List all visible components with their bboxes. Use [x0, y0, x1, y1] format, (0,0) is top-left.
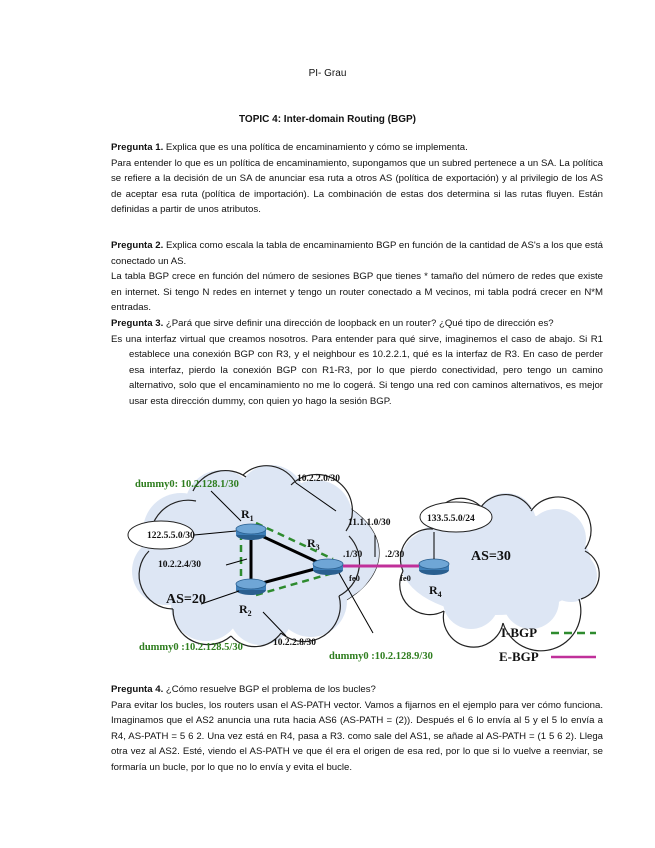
label-dummy-r2: dummy0 :10.2.128.5/30 [139, 642, 243, 653]
question-1-text: Explica que es una política de encaminamiento y cómo se implementa. [163, 142, 468, 153]
label-r2-sub: 2 [247, 609, 252, 618]
router-r1 [236, 524, 266, 540]
questions-2-3-block [111, 238, 603, 410]
router-r2 [236, 579, 266, 595]
question-3-label: Pregunta 3. [111, 317, 164, 329]
label-dummy-r1: dummy0: 10.2.128.1/30 [135, 479, 239, 490]
label-r3-main: R [307, 536, 316, 550]
answer-2: La tabla BGP crece en función del número de sesiones BGP que tienes * tamaño del número de redes que existe en internet. Si tengo N redes en internet y tengo un router conectado a M vecinos, mi tabla podrá crecer en N*M entradas. [111, 271, 603, 314]
bgp-network-diagram [111, 461, 603, 669]
diagram-svg [111, 461, 603, 669]
label-r4-sub: 4 [437, 590, 442, 599]
label-r3-if: .1/30 [343, 550, 363, 560]
label-net-r1-r3: 10.2.2.0/30 [297, 474, 341, 484]
answer-1: Para entender lo que es un política de encaminamiento, supongamos que un subred pertenece a un SA. La política se refiere a la decisión de un SA de anunciar esa ruta a otros AS (política de exportación) y al privilegio de los AS de aceptar esa ruta (política de importación). La combinación de estas dos determina si las rutas fluyen. Están definidas a partir de unos atributos. [111, 157, 603, 216]
question-4 [111, 682, 603, 698]
page-header: PI- Grau [308, 68, 347, 79]
question-4-text: ¿Cómo resuelve BGP el problema de los bucles? [163, 684, 376, 695]
label-net-122: 122.5.5.0/30 [147, 531, 195, 541]
topic-title: TOPIC 4: Inter-domain Routing (BGP) [238, 114, 417, 125]
question-4-label: Pregunta 4. [111, 684, 164, 695]
label-r1-sub: 1 [249, 514, 254, 523]
label-net-r2-r3: 10.2.2.8/30 [273, 638, 317, 648]
label-net-r1-r2: 10.2.2.4/30 [158, 560, 202, 570]
label-as20: AS=20 [166, 592, 206, 607]
legend-ibgp-label: I-BGP [501, 625, 538, 640]
label-net-11: 11.1.1.0/30 [348, 518, 391, 528]
label-r2-main: R [239, 602, 248, 616]
question-1-label: Pregunta 1. [111, 142, 164, 153]
label-fe0-r4: fe0 [400, 573, 411, 583]
question-3 [111, 316, 603, 332]
question-1-block [111, 140, 603, 218]
label-r4-if: .2/30 [385, 550, 405, 560]
label-as30: AS=30 [471, 549, 511, 564]
answer-3: Es una interfaz virtual que creamos nosotros. Para entender para qué sirve, imaginemos el caso de abajo. Si R1 establece una conexión BGP con R3, y el neighbour es 10.2.2.1, qué es la interfaz de R3. En caso de perder esa interfaz, pierdo la conexión BGP con R1-R3, por lo que pierdo conectividad, pero tengo un camino alternativo, solo que el encaminamiento no me lo cogerá. Si tengo una red con caminos alternativos, es mejor usar esta dirección dummy, con quien yo hago la sesión BGP. [111, 333, 603, 407]
label-r4-main: R [429, 583, 438, 597]
label-dummy-r3: dummy0 :10.2.128.9/30 [329, 651, 433, 662]
question-3-text: ¿Pará que sirve definir una dirección de loopback en un router? ¿Qué tipo de dirección es? [163, 317, 554, 329]
label-net-133: 133.5.5.0/24 [427, 514, 475, 524]
legend-ebgp-label: E-BGP [499, 649, 539, 664]
question-2-text: Explica como escala la tabla de encaminamiento BGP en función de la cantidad de AS's a los que está conectado un AS. [111, 240, 603, 267]
router-r4 [419, 559, 449, 575]
question-4-block [111, 682, 603, 776]
question-2 [111, 238, 603, 269]
router-r3 [313, 559, 343, 575]
question-1 [111, 140, 603, 156]
label-fe0-r3: fe0 [349, 573, 360, 583]
label-r1-main: R [241, 507, 250, 521]
answer-4: Para evitar los bucles, los routers usan el AS-PATH vector. Vamos a fijarnos en el ejemplo para ver cómo funciona. Imaginamos que el AS2 anuncia una ruta hacia AS6 (AS-PATH = (2)). Después el 6 lo envía al 5 y el 5 lo envía a R4, AS-PATH = 5 6 2. Una vez está en R4, pasa a R3. como sale del AS1, se añade al AS-PATH = (1 5 6 2). Llega otra vez al AS2. Esté, viendo el AS-PATH ve que él era el origen de esa red, por lo que si lo vuelve a reenviar, se formaría un bucle, por lo que no lo envía y evita el bucle. [111, 699, 603, 773]
question-2-label: Pregunta 2. [111, 240, 164, 251]
label-r3-sub: 3 [315, 543, 320, 552]
